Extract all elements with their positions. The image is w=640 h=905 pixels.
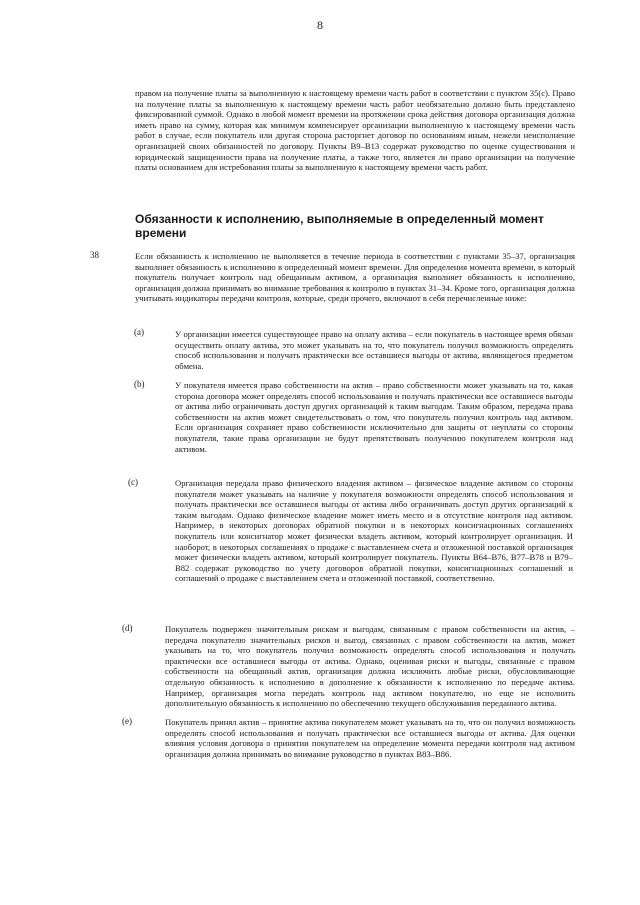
section-heading: Обязанности к исполнению, выполняемые в определенный момент времени xyxy=(135,212,544,240)
paragraph-number: 38 xyxy=(90,250,99,260)
item-label-e: (e) xyxy=(122,716,132,726)
page-number: 8 xyxy=(317,18,323,32)
intro-paragraph: правом на получение платы за выполненную к настоящему времени часть работ в соответствии с пунктом 35(c). Право на получение платы за выполненную к настоящему времени часть работ необязательно должно быть представлено фиксированной суммой. Однако в любой момент времени на протяжении срока действия договора организация должна иметь право на сумму, которая как минимум компенсирует организации выполненную к настоящему времени часть работ в случае, если покупатель или другая сторона расторгнет договор по основаниям иным, нежели неисполнение организацией своих обязанностей по договору. Пункты B9–B13 содержат руководство по оценке существования и юридической защищенности права на получение платы, а также того, является ли право организации на получение платы основанием для истребования платы за выполненную к настоящему времени часть работ. xyxy=(135,88,575,173)
item-label-c: (c) xyxy=(128,477,138,487)
item-label-d: (d) xyxy=(122,623,133,633)
item-label-a: (a) xyxy=(134,327,144,337)
paragraph-38-text: Если обязанность к исполнению не выполняется в течение периода в соответствии с пунктами 35–37, организация выполняет обязанность к исполнению в определенный момент времени. Для определения момента времени, в который покупатель получает контроль над обещанным активом, а организация выполняет обязанность к исполнению, организация должна принимать во внимание требования к контролю в пунктах 31–34. Кроме того, организация должна учитывать индикаторы передачи контроля, которые, среди прочего, включают в себя перечисленные ниже: xyxy=(135,251,575,304)
item-e-text: Покупатель принял актив – принятие актива покупателем может указывать на то, что он получил возможность определять способ использования и получать практически все оставшиеся выгоды от актива. Для оценки влияния условия договора о принятии покупателем на определение момента передачи контроля над активом организация должна принимать во внимание руководство в пунктах B83–B86. xyxy=(165,717,575,759)
item-a-text: У организации имеется существующее право на оплату актива – если покупатель в настоящее время обязан осуществить оплату актива, это может указывать на то, что покупатель получил возможность определять способ использования и получать практически все оставшиеся выгоды от актива, являющегося предметом обмена. xyxy=(175,329,573,371)
item-c-text: Организация передала право физического владения активом – физическое владение активом со стороны покупателя может указывать на наличие у покупателя возможности определять способ использования и получать практически все оставшиеся выгоды от актива либо ограничивать доступ других организаций к таким выгодам. Однако физическое владение может иметь место и в отсутствие контроля над активом. Например, в некоторых договорах обратной покупки и в некоторых консигнационных соглашениях покупатель или консигнатор может физически владеть активом, который контролирует организация. И наоборот, в некоторых соглашениях о продаже с выставлением счета и отложенной поставкой организация может физически владеть активом, который контролирует покупатель. Пункты B64–B76, B77–B78 и B79–B82 содержат руководство по учету договоров обратной покупки, консигнационных соглашений и соглашений о продаже с выставлением счета и отложенной поставкой, соответственно. xyxy=(175,478,573,584)
item-b-text: У покупателя имеется право собственности на актив – право собственности может указывать на то, какая сторона договора может определять способ использования и получать практически все оставшиеся выгоды от актива либо ограничивать доступ других организаций к таким выгодам. Таким образом, передача права собственности на актив может свидетельствовать о том, что покупатель получил контроль над активом. Если организация сохраняет право собственности исключительно для защиты от неуплаты со стороны покупателя, такие права организации не будут препятствовать получению покупателем контроля над активом. xyxy=(175,380,573,454)
item-d-text: Покупатель подвержен значительным рискам и выгодам, связанным с правом собственности на актив, – передача покупателю значительных рисков и выгод, связанных с правом собственности на актив, может указывать на то, что покупатель получил возможность определять способ использования и получать практически все оставшиеся выгоды от актива. Однако, оценивая риски и выгоды, связанные с правом собственности на обещанный актив, организация должна исключить любые риски, обусловливающие отдельную обязанность к исполнению в дополнение к обязанности к исполнению по передаче актива. Например, организация могла передать контроль над активом покупателю, но еще не исполнить дополнительную обязанность к исполнению по обеспечению текущего обслуживания переданного актива. xyxy=(165,624,575,709)
item-label-b: (b) xyxy=(134,379,145,389)
